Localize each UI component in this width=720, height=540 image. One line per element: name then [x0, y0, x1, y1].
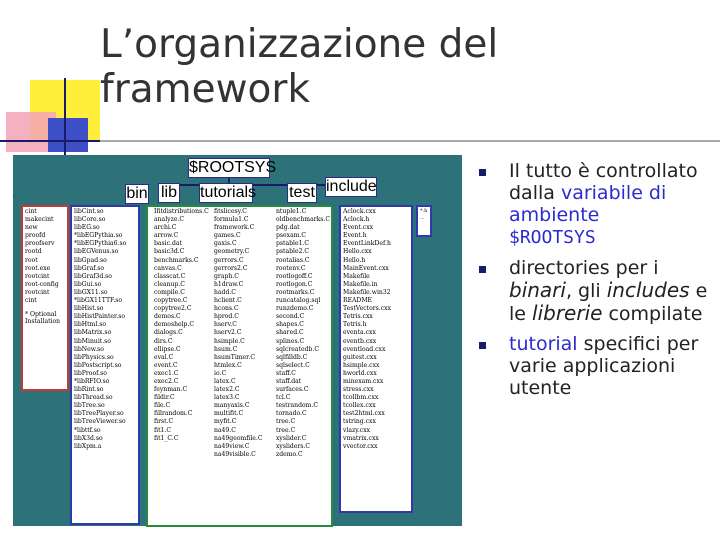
file-entry: canvas.C	[154, 264, 182, 272]
file-entry: libGraf3d.so	[74, 272, 112, 280]
file-entry: tree.C	[276, 418, 296, 426]
file-entry: libMatrix.so	[74, 329, 112, 337]
bullet-square-icon	[479, 169, 486, 176]
file-entry: tstring.cxx	[343, 418, 376, 426]
file-entry: Aclock.h	[343, 216, 370, 224]
slide-title: L’organizzazione del framework	[100, 22, 499, 112]
bullet-square-icon	[479, 342, 486, 349]
file-entry: eval.C	[154, 353, 174, 361]
file-entry: gerrors.C	[214, 256, 244, 264]
file-entry: pdg.dat	[276, 224, 300, 232]
file-entry: event.C	[154, 361, 178, 369]
file-entry: htmlex.C	[214, 361, 242, 369]
file-entry: README	[343, 297, 373, 305]
root-node: $ROOTSYS	[189, 159, 277, 176]
file-entry: ...	[420, 215, 425, 221]
file-entry: ntuple1.C	[276, 208, 307, 215]
file-entry: latex3.C	[214, 394, 240, 402]
file-entry: hsimple.C	[214, 337, 245, 345]
bullet-italic-text: librerie	[532, 301, 603, 325]
file-entry: vmatrix.cxx	[343, 434, 379, 442]
file-entry: latex2.C	[214, 386, 240, 394]
file-entry: MainEvent.cxx	[343, 264, 389, 272]
file-entry: libEG.so	[74, 224, 100, 232]
file-entry: libGX11.so	[74, 288, 108, 296]
file-entry: tcollex.cxx	[343, 402, 376, 410]
file-entry: cint	[25, 208, 37, 215]
tutorials-column-3	[274, 207, 332, 460]
file-entry: libGraf.so	[74, 264, 104, 272]
node-tutorials: tutorials	[200, 184, 257, 201]
bullet-italic-text: includes	[606, 278, 690, 302]
file-entry: dialogs.C	[154, 329, 183, 337]
file-entry: new	[25, 224, 38, 232]
file-entry: fillrandom.C	[154, 410, 193, 418]
bullet-item	[475, 257, 715, 325]
bin-note: * Optional Installation	[25, 311, 61, 326]
file-entry: staff.C	[276, 369, 296, 377]
file-entry: rootenv.C	[276, 264, 306, 272]
file-entry: formula1.C	[214, 216, 249, 224]
file-entry: tcl.C	[276, 394, 291, 402]
file-entry: tornado.C	[276, 410, 307, 418]
file-entry: na49.C	[214, 426, 236, 434]
file-entry: splines.C	[276, 337, 305, 345]
file-entry: libEGVenus.so	[74, 248, 119, 256]
file-entry: vlazy.cxx	[343, 426, 371, 434]
bullet-item	[475, 160, 715, 249]
file-entry: dirs.C	[154, 337, 173, 345]
file-entry: *libRFIO.so	[74, 377, 110, 385]
file-entry: basic.dat	[154, 240, 182, 248]
file-entry: runcatalog.sql	[276, 297, 321, 305]
file-entry: rootlogon.C	[276, 280, 313, 288]
file-entry: eventb.cxx	[343, 337, 377, 345]
file-entry: ellipse.C	[154, 345, 181, 353]
file-entry: feynman.C	[154, 386, 188, 394]
file-entry: libPostscript.so	[74, 361, 122, 369]
file-entry: hprod.C	[214, 313, 239, 321]
file-entry: fit1.C	[154, 426, 171, 434]
bullet-accent-text: variabile di ambiente	[509, 182, 667, 226]
include-file-list	[418, 207, 430, 223]
file-entry: libHist.so	[74, 305, 104, 313]
file-entry: libTree.so	[74, 402, 105, 410]
include-panel	[416, 205, 432, 237]
file-entry: fit1_C.C	[154, 434, 179, 442]
bullet-item	[475, 333, 715, 399]
file-entry: libHtml.so	[74, 321, 107, 329]
file-entry: hworld.cxx	[343, 369, 377, 377]
file-entry: eventload.cxx	[343, 345, 386, 353]
file-entry: myfit.C	[214, 418, 237, 426]
file-entry: hserv2.C	[214, 329, 242, 337]
file-entry: file.C	[154, 402, 171, 410]
file-entry: copytree2.C	[154, 305, 192, 313]
file-entry: Aclock.cxx	[343, 208, 376, 215]
file-entry: vvector.cxx	[343, 442, 378, 450]
file-entry: classcat.C	[154, 272, 186, 280]
file-entry: makecint	[25, 216, 54, 224]
file-entry: Event.cxx	[343, 224, 374, 232]
connector-line	[13, 196, 14, 197]
file-entry: copytree.C	[154, 297, 188, 305]
file-entry: basic3d.C	[154, 248, 185, 256]
file-entry: h1draw.C	[214, 280, 244, 288]
file-entry: cleanup.C	[154, 280, 185, 288]
file-entry: multifit.C	[214, 410, 244, 418]
node-test: test	[287, 183, 317, 203]
file-entry: Ifitdistributions.C	[154, 208, 209, 215]
file-entry: Hello.h	[343, 256, 366, 264]
file-entry: libTreeViewer.so	[74, 418, 126, 426]
bullet-accent-text: tutorial	[509, 333, 578, 355]
file-entry: psexam.C	[276, 232, 307, 240]
file-entry: minexam.cxx	[343, 377, 384, 385]
file-entry: libGui.so	[74, 280, 102, 288]
file-entry: sqlfilldb.C	[276, 353, 308, 361]
lib-file-list	[72, 207, 138, 452]
file-entry: geometry.C	[214, 248, 250, 256]
file-entry: tcollbm.cxx	[343, 394, 379, 402]
bullet-text: specifici per varie applicazioni utente	[509, 333, 699, 399]
file-entry: hsum.C	[214, 345, 238, 353]
file-entry: Tetris.cxx	[343, 313, 373, 321]
file-entry: root-config	[25, 280, 59, 288]
file-entry: libNew.so	[74, 345, 104, 353]
file-entry: libMinuit.so	[74, 337, 111, 345]
file-entry: root.exe	[25, 264, 51, 272]
file-entry: libTreePlayer.so	[74, 410, 124, 418]
file-entry: na49visible.C	[214, 450, 256, 458]
bin-panel	[21, 205, 69, 391]
file-entry: *libGX11TTF.so	[74, 297, 123, 305]
file-entry: games.C	[214, 232, 241, 240]
file-entry: cint	[25, 297, 37, 305]
file-entry: libProof.so	[74, 369, 107, 377]
file-entry: fildir.C	[154, 394, 175, 402]
file-entry: libHistPainter.so	[74, 313, 126, 321]
test-file-list	[341, 207, 411, 452]
file-entry: libCore.so	[74, 216, 106, 224]
tutorials-panel	[146, 205, 333, 527]
rootsys-variable: $ROOTSYS	[509, 227, 596, 248]
file-entry: rootmarks.C	[276, 288, 315, 296]
file-entry: eventa.cxx	[343, 329, 376, 337]
file-entry: demoshelp.C	[154, 321, 195, 329]
bullet-list	[475, 160, 715, 399]
file-entry: latex.C	[214, 377, 236, 385]
decor-blue-square	[48, 118, 88, 152]
file-entry: demos.C	[154, 313, 181, 321]
file-entry: Hello.cxx	[343, 248, 372, 256]
bullet-square-icon	[479, 266, 486, 273]
directory-diagram	[13, 155, 462, 526]
file-entry: runzdemo.C	[276, 305, 314, 313]
file-entry: oldbenchmarks.C	[276, 216, 331, 224]
file-entry: pstable2.C	[276, 248, 310, 256]
file-entry: io.C	[214, 369, 227, 377]
file-entry: zdemo.C	[276, 450, 303, 458]
file-entry: libRint.so	[74, 386, 104, 394]
file-entry: hcons.C	[214, 305, 239, 313]
bullet-italic-text: binari	[509, 278, 566, 302]
file-entry: EventLinkDef.h	[343, 240, 391, 248]
file-entry: libThread.so	[74, 394, 113, 402]
bullet-text: Il tutto è controllato dalla	[509, 160, 698, 204]
file-entry: *.h	[420, 208, 428, 214]
file-entry: proofd	[25, 232, 46, 240]
file-entry: testrandom.C	[276, 402, 319, 410]
file-entry: guitest.cxx	[343, 353, 377, 361]
bullet-text: e le	[509, 280, 708, 325]
file-entry: TestVectors.cxx	[343, 305, 392, 313]
file-entry: manyaxis.C	[214, 402, 250, 410]
file-entry: rootlogoff.C	[276, 272, 313, 280]
file-entry: xysliders.C	[276, 442, 311, 450]
test-panel	[339, 205, 413, 513]
file-entry: sqlselect.C	[276, 361, 310, 369]
bullet-text: directories per i	[509, 257, 659, 279]
node-include: include	[326, 178, 377, 195]
file-entry: rootd	[25, 248, 42, 256]
node-lib: lib	[158, 183, 180, 203]
tutorials-column-1	[152, 207, 211, 444]
file-entry: libGpad.so	[74, 256, 107, 264]
file-entry: *libEGPythia.so	[74, 232, 123, 240]
file-entry: Tetris.h	[343, 321, 367, 329]
file-entry: compile.C	[154, 288, 185, 296]
file-entry: hadd.C	[214, 288, 236, 296]
file-entry: rootcint	[25, 272, 50, 280]
file-entry: proofserv	[25, 240, 55, 248]
file-entry: shared.C	[276, 329, 304, 337]
bin-file-list	[23, 207, 67, 306]
title-underline	[0, 140, 720, 142]
file-entry: staff.dat	[276, 377, 302, 385]
file-entry: pstable1.C	[276, 240, 310, 248]
file-entry: gerrors2.C	[214, 264, 248, 272]
file-entry: tree.C	[276, 426, 296, 434]
node-bin: bin	[126, 185, 148, 202]
file-entry: second.C	[276, 313, 305, 321]
file-entry: fitslicesy.C	[214, 208, 247, 215]
file-entry: graph.C	[214, 272, 239, 280]
file-entry: first.C	[154, 418, 174, 426]
file-entry: rootalias.C	[276, 256, 310, 264]
file-entry: surfaces.C	[276, 386, 309, 394]
file-entry: rootcint	[25, 288, 50, 296]
file-entry: hsumTimer.C	[214, 353, 255, 361]
file-entry: libPhysics.so	[74, 353, 114, 361]
bullet-text: compilate	[602, 303, 703, 325]
file-entry: arrow.C	[154, 232, 179, 240]
file-entry: gaxis.C	[214, 240, 237, 248]
file-entry: archi.C	[154, 224, 177, 232]
file-entry: exec1.C	[154, 369, 179, 377]
file-entry: exec2.C	[154, 377, 179, 385]
file-entry: framework.C	[214, 224, 255, 232]
file-entry: libXpm.a	[74, 442, 102, 450]
file-entry: Makefile.in	[343, 280, 378, 288]
tutorials-column-2	[212, 207, 265, 460]
file-entry: sqlcreatedb.C	[276, 345, 319, 353]
file-entry: benchmarks.C	[154, 256, 199, 264]
file-entry: test2html.cxx	[343, 410, 385, 418]
file-entry: xyslider.C	[276, 434, 307, 442]
file-entry: na49view.C	[214, 442, 250, 450]
bullet-text: , gli	[565, 280, 601, 302]
file-entry: hserv.C	[214, 321, 237, 329]
file-entry: Makefile	[343, 272, 370, 280]
file-entry: libX3d.so	[74, 434, 103, 442]
file-entry: hclient.C	[214, 297, 242, 305]
file-entry: analyze.C	[154, 216, 184, 224]
file-entry: Event.h	[343, 232, 367, 240]
lib-panel	[70, 205, 140, 525]
file-entry: libCint.so	[74, 208, 104, 215]
file-entry: *libEGPythia6.so	[74, 240, 127, 248]
file-entry: stress.cxx	[343, 386, 374, 394]
file-entry: root	[25, 256, 38, 264]
file-entry: *libttf.so	[74, 426, 101, 434]
file-entry: shapes.C	[276, 321, 304, 329]
file-entry: hsimple.cxx	[343, 361, 380, 369]
file-entry: na49geomfile.C	[214, 434, 263, 442]
file-entry: Makefile.win32	[343, 288, 391, 296]
